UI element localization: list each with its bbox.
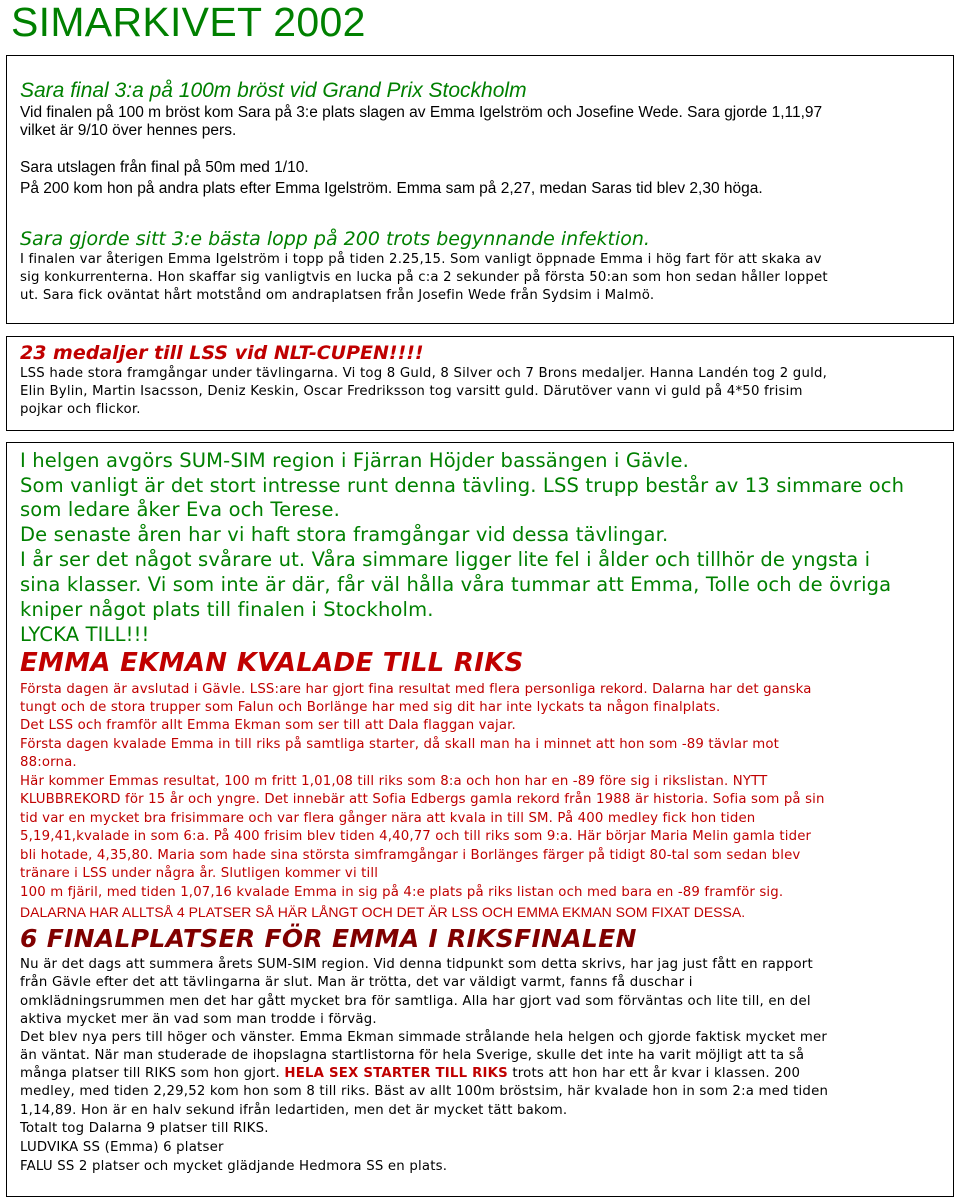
article-heading: 23 medaljer till LSS vid NLT-CUPEN!!!! — [20, 342, 424, 364]
article-line: vilket är 9/10 över hennes pers. — [20, 122, 237, 139]
report-line: 88:orna. — [20, 755, 77, 770]
summary-line: FALU SS 2 platser och mycket glädjande Hedmora SS en plats. — [20, 1159, 448, 1174]
report-line: bli hotade, 4,35,80. Maria som hade sina största simframgångar i Borlänges färger på tidigt 80-tal som sedan blev — [20, 848, 801, 863]
summary-line: Nu är det dags att summera årets SUM-SIM region. Vid denna tidpunkt som detta skrivs, har jag just fått en rapport — [20, 957, 813, 972]
article-subheading: Sara gjorde sitt 3:e bästa lopp på 200 trots begynnande infektion. — [20, 228, 650, 250]
report-line: Det LSS och framför allt Emma Ekman som ser till att Dala flaggan vajar. — [20, 718, 516, 733]
article-line: I finalen var återigen Emma Igelström i topp på tiden 2.25,15. Som vanligt öppnade Emma i hög fart för att skaka av — [20, 252, 822, 267]
summary-line-highlight — [20, 1066, 800, 1081]
summary-line: Det blev nya pers till höger och vänster. Emma Ekman simmade strålande hela helgen och gjorde faktisk mycket mer — [20, 1030, 828, 1045]
intro-line: I helgen avgörs SUM-SIM region i Fjärran Höjder bassängen i Gävle. — [20, 449, 689, 472]
report-line: tränare i LSS under några år. Slutligen kommer vi till — [20, 866, 379, 881]
report-line: tungt och de stora trupper som Falun och Borlänge har med sig dit har inte lyckats ta någon finalplats. — [20, 700, 721, 715]
intro-line: kniper något plats till finalen i Stockholm. — [20, 598, 434, 621]
intro-line: De senaste åren har vi haft stora framgångar vid dessa tävlingar. — [20, 523, 669, 546]
intro-line: I år ser det något svårare ut. Våra simmare ligger lite fel i ålder och tillhör de yngsta i — [20, 548, 871, 571]
summary-line: från Gävle efter det att tävlingarna är slut. Man är trötta, det var väldigt varmt, fanns få duschar i — [20, 975, 693, 990]
summary-text-before: många platser till RIKS som hon gjort. — [20, 1066, 285, 1081]
intro-line: som ledare åker Eva och Terese. — [20, 498, 340, 521]
summary-line: omklädningsrummen men det har gått mycket bra för samtliga. Alla har gjort vad som förväntas och lite till, en del — [20, 994, 811, 1009]
summary-text-after: trots att hon har ett år kvar i klassen. 200 — [507, 1066, 801, 1081]
intro-line: Som vanligt är det stort intresse runt denna tävling. LSS trupp består av 13 simmare och — [20, 474, 905, 497]
article-heading: Sara final 3:a på 100m bröst vid Grand Prix Stockholm — [20, 79, 527, 102]
article-sum-sim — [6, 442, 954, 1197]
report-line: 100 m fjäril, med tiden 1,07,16 kvalade Emma in sig på 4:e plats på riks listan och med bara en -89 framför sig. — [20, 885, 784, 900]
highlight-text: HELA SEX STARTER TILL RIKS — [284, 1066, 508, 1081]
final-heading: 6 FINALPLATSER FÖR EMMA I RIKSFINALEN — [20, 924, 637, 953]
summary-line: Totalt tog Dalarna 9 platser till RIKS. — [20, 1121, 269, 1136]
article-line: Elin Bylin, Martin Isacsson, Deniz Keskin, Oscar Fredriksson tog varsitt guld. Därutöver vann vi guld på 4*50 frisim — [20, 384, 803, 399]
article-line: LSS hade stora framgångar under tävlingarna. Vi tog 8 Guld, 8 Silver och 7 Brons medaljer. Hanna Landén tog 2 guld, — [20, 366, 828, 381]
article-grand-prix — [6, 55, 954, 324]
article-line: På 200 kom hon på andra plats efter Emma Igelström. Emma sam på 2,27, medan Saras tid blev 2,30 höga. — [20, 180, 763, 197]
summary-line: LUDVIKA SS (Emma) 6 platser — [20, 1140, 224, 1155]
report-line: tid var en mycket bra frisimmare och var flera gånger nära att kvala in till SM. På 400 medley fick hon tiden — [20, 811, 756, 826]
article-line: Sara utslagen från final på 50m med 1/10. — [20, 159, 309, 176]
article-line: Vid finalen på 100 m bröst kom Sara på 3:e plats slagen av Emma Igelström och Josefine Wede. Sara gjorde 1,11,97 — [20, 104, 823, 121]
page-title: SIMARKIVET 2002 — [11, 0, 366, 45]
emma-heading: EMMA EKMAN KVALADE TILL RIKS — [20, 648, 524, 678]
summary-line: än väntat. När man studerade de ihopslagna startlistorna för hela Sverige, skulle det inte ha varit möjligt att ta så — [20, 1048, 805, 1063]
summary-line: medley, med tiden 2,29,52 kom hon som 8 till riks. Bäst av allt 100m bröstsim, här kvalade hon in som 2:a med tiden — [20, 1084, 829, 1099]
report-line: KLUBBREKORD för 15 år och yngre. Det innebär att Sofia Edbergs gamla rekord från 1988 är historia. Sofia som på sin — [20, 792, 825, 807]
report-line: 5,19,41,kvalade in som 6:a. På 400 frisim blev tiden 4,40,77 och till riks som 9:a. Här börjar Maria Melin gamla tider — [20, 829, 812, 844]
article-line: ut. Sara fick oväntat hårt motstånd om andraplatsen från Josefin Wede från Sydsim i Malmö. — [20, 288, 655, 303]
summary-line: 1,14,89. Hon är en halv sekund ifrån ledartiden, men det är mycket tätt bakom. — [20, 1103, 568, 1118]
report-line: Första dagen kvalade Emma in till riks på samtliga starter, då skall man ha i minnet att hon som -89 tävlar mot — [20, 737, 779, 752]
report-line: Här kommer Emmas resultat, 100 m fritt 1,01,08 till riks som 8:a och hon har en -89 före sig i rikslistan. NYTT — [20, 774, 768, 789]
report-caps-line: DALARNA HAR ALLTSÅ 4 PLATSER SÅ HÄR LÅNGT OCH DET ÄR LSS OCH EMMA EKMAN SOM FIXAT DESSA. — [20, 904, 746, 920]
intro-line: sina klasser. Vi som inte är där, får väl hålla våra tummar att Emma, Tolle och de övriga — [20, 573, 892, 596]
report-line: Första dagen är avslutad i Gävle. LSS:are har gjort fina resultat med flera personliga rekord. Dalarna har det ganska — [20, 682, 812, 697]
article-line: pojkar och flickor. — [20, 402, 141, 417]
article-nlt-cupen — [6, 336, 954, 431]
article-line: sig konkurrenterna. Hon skaffar sig vanligtvis en lucka på c:a 2 sekunder på första 50:an som hon sedan håller loppet — [20, 270, 828, 285]
summary-line: aktiva mycket mer än vad som man trodde i förväg. — [20, 1012, 377, 1027]
intro-line: LYCKA TILL!!! — [20, 623, 150, 646]
